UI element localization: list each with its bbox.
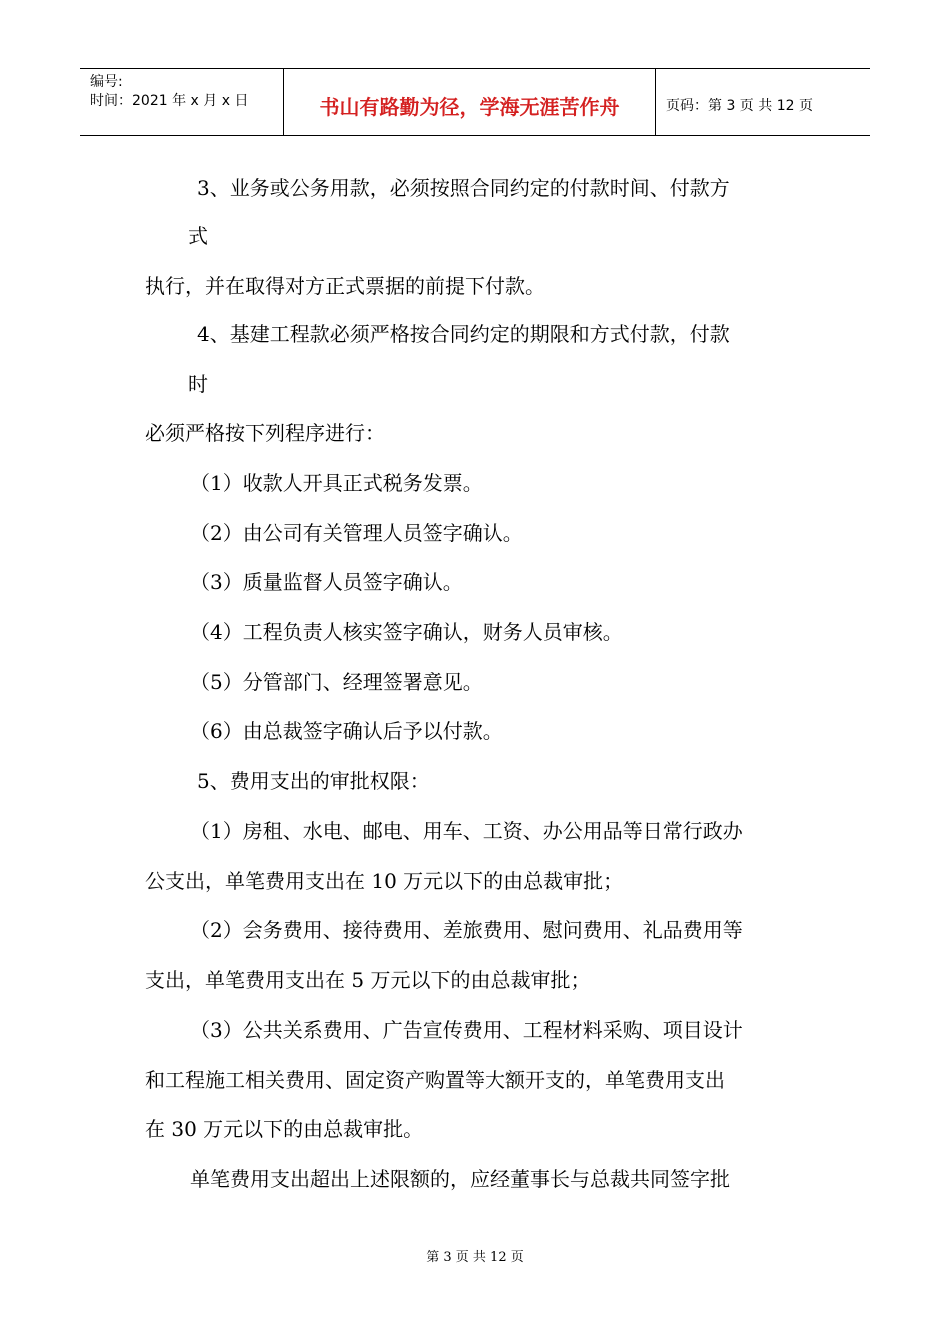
body-line: 单笔费用支出超出上述限额的，应经董事长与总裁共同签字批 [190, 1167, 730, 1191]
body-line: （2）由公司有关管理人员签字确认。 [190, 521, 523, 545]
page-header [80, 68, 870, 136]
body-line: 在 30 万元以下的由总裁审批。 [145, 1117, 424, 1141]
body-line: （6）由总裁签字确认后予以付款。 [190, 719, 503, 743]
body-line: （3）公共关系费用、广告宣传费用、工程材料采购、项目设计 [190, 1018, 743, 1042]
page-footer: 第 3 页 共 12 页 [426, 1250, 524, 1265]
body-line: （4）工程负责人核实签字确认，财务人员审核。 [190, 620, 623, 644]
body-line: 支出，单笔费用支出在 5 万元以下的由总裁审批； [145, 968, 591, 992]
document-date: 时间：2021 年 x 月 x 日 [90, 93, 249, 109]
header-motto: 书山有路勤为径，学海无涯苦作舟 [284, 69, 656, 135]
body-line: （5）分管部门、经理签署意见。 [190, 670, 483, 694]
header-meta [80, 69, 284, 135]
document-number-label: 编号: [90, 74, 123, 90]
body-line: （1）房租、水电、邮电、用车、工资、办公用品等日常行政办 [190, 819, 743, 843]
body-line: 执行，并在取得对方正式票据的前提下付款。 [145, 274, 545, 298]
body-line: （2）会务费用、接待费用、差旅费用、慰问费用、礼品费用等 [190, 918, 743, 942]
body-line: 4、基建工程款必须严格按合同约定的期限和方式付款，付款 [197, 322, 730, 346]
body-line: 3、业务或公务用款，必须按照合同约定的付款时间、付款方 [197, 176, 730, 200]
body-line: 和工程施工相关费用、固定资产购置等大额开支的，单笔费用支出 [145, 1068, 725, 1092]
body-line: （1）收款人开具正式税务发票。 [190, 471, 483, 495]
body-line: 必须严格按下列程序进行： [145, 421, 385, 445]
body-line: 式 [188, 224, 208, 248]
header-page-info: 页码：第 3 页 共 12 页 [666, 98, 813, 114]
body-line: 5、费用支出的审批权限： [197, 769, 430, 793]
body-line: （3）质量监督人员签字确认。 [190, 570, 463, 594]
body-line: 公支出，单笔费用支出在 10 万元以下的由总裁审批； [145, 869, 624, 893]
body-line: 时 [188, 372, 208, 396]
